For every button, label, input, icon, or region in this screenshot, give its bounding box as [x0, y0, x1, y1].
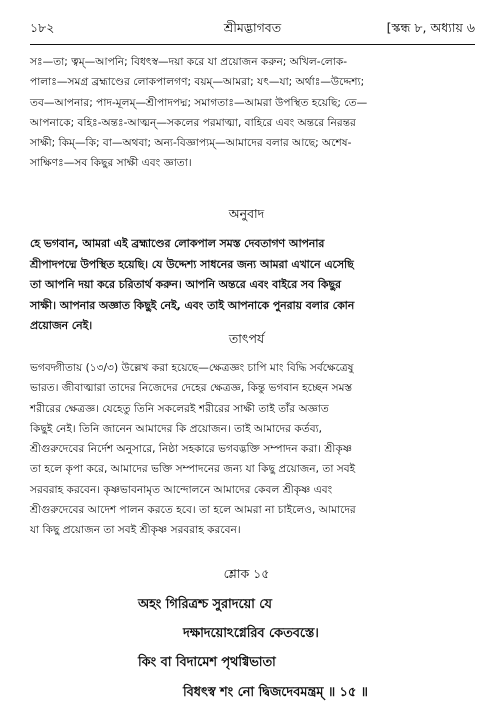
synonyms-line: তব—আপনার; পাদ-মূলম্—শ্রীপাদপদ্ম; সমাগতাঃ—আমরা উপস্থিত হয়েছি; তে—	[30, 96, 368, 109]
translation-line: হে ভগবান, আমরা এই ব্রহ্মাণ্ডের লোকপাল সমস্ত দেবতাগণ আপনার	[30, 237, 325, 250]
translation-line: শ্রীপাদপদ্মে উপস্থিত হয়েছি। যে উদ্দেশ্য সাধনের জন্য আমরা এখানে এসেছি	[30, 257, 354, 271]
verse-line: অহং গিরিত্রশ্চ সুরাদয়ো যে	[138, 597, 272, 612]
translation-line: সাক্ষী। আপনার অজ্ঞাত কিছুই নেই, এবং তাই আপনাকে পুনরায় বলার কোন	[30, 298, 355, 312]
translation-paragraph	[30, 234, 470, 337]
purport-line: শ্রীগুরুদেবের আদেশ পালন করতে হবে। তা হলে আমরা না চাইলেও, আমাদের	[30, 504, 356, 517]
book-title: শ্রীমদ্ভাগবত	[223, 20, 282, 35]
synonyms-line: পালাঃ—সমগ্র ব্রহ্মাণ্ডের লোকপালগণ; বয়ম্—আমরা; যৎ—যা; অর্থাঃ—উদ্দেশ্য;	[30, 76, 365, 89]
header-rule	[30, 44, 475, 45]
purport-line: সরবরাহ করবেন। কৃষ্ণভাবনামৃত আন্দোলনে আমাদের কেবল শ্রীকৃষ্ণ এবং	[30, 483, 333, 496]
purport-line: শ্রীগুরুদেবের নির্দেশ অনুসারে, নিষ্ঠা সহকারে ভগবদ্ভক্তি সম্পাদন করা। শ্রীকৃষ্ণ	[30, 443, 353, 456]
synonyms-line: সঃ—তা; ত্বম্—আপনি; বিধৎস্ব—দয়া করে যা প্রয়োজন করুন; অখিল-লোক-	[30, 56, 348, 68]
page-number: ১৮২	[30, 20, 55, 35]
page-header	[30, 20, 475, 42]
verse-line: কিং বা বিদামেশ পৃথগ্বিভাতা	[138, 655, 276, 670]
purport-line: ভগবদ্গীতায় (১৩/৩) উল্লেখ করা হয়েছে—ক্ষেত্রজ্ঞং চাপি মাং বিদ্ধি সর্বক্ষেত্রেষু	[30, 362, 354, 374]
purport-line: ভারত। জীবাত্মারা তাদের নিজেদের দেহের ক্ষেত্রজ্ঞ, কিন্তু ভগবান হচ্ছেন সমস্ত	[30, 382, 353, 395]
verse-line: বিধৎস্ব শং নো দ্বিজদেবমন্ত্রম্ ॥ ১৫ ॥	[183, 685, 368, 700]
purport-line: কিছুই নেই। তিনি জানেন আমাদের কি প্রয়োজন। তাই আমাদের কর্তব্য,	[30, 422, 323, 435]
translation-heading: অনুবাদ	[228, 206, 265, 221]
synonyms-line: সাক্ষী; কিম্—কি; বা—অথবা; অন্য-বিজ্ঞাপ্যম্—আমাদের বলার আছে; অশেষ-	[30, 137, 352, 150]
synonyms-line: আপনাকে; বহিঃ-অন্তঃ-আত্মন্—সকলের পরমাত্মা, বাহিরে এবং অন্তরে নিরন্তর	[30, 116, 356, 129]
translation-line: প্রয়োজন নেই।	[30, 319, 93, 332]
verse-title: শ্লোক ১৫	[223, 566, 270, 581]
purport-line: শরীরের ক্ষেত্রজ্ঞ। যেহেতু তিনি সকলেরই শরীরের সাক্ষী তাই তাঁর অজ্ঞাত	[30, 402, 329, 415]
verse-line: দক্ষাদয়োঽগ্নেরিব কেতবস্তে।	[183, 626, 319, 641]
translation-line: তা আপনি দয়া করে চরিতার্থ করুন। আপনি অন্তরে এবং বাইরে সব কিছুর	[30, 278, 341, 291]
synonyms-paragraph	[30, 52, 470, 174]
purport-line: যা কিছু প্রয়োজন তা সবই শ্রীকৃষ্ণ সরবরাহ করবেন।	[30, 524, 241, 537]
synonyms-line: সাক্ষিণঃ—সব কিছুর সাক্ষী এবং জ্ঞাতা।	[30, 157, 192, 170]
purport-heading: তাৎপর্য	[228, 331, 265, 346]
purport-line: তা হলে কৃপা করে, আমাদের ভক্তি সম্পাদনের জন্য যা কিছু প্রয়োজন, তা সবই	[30, 463, 356, 476]
chapter-reference: [স্কন্ধ ৮, অধ্যায় ৬	[386, 20, 475, 35]
purport-paragraph	[30, 358, 470, 541]
